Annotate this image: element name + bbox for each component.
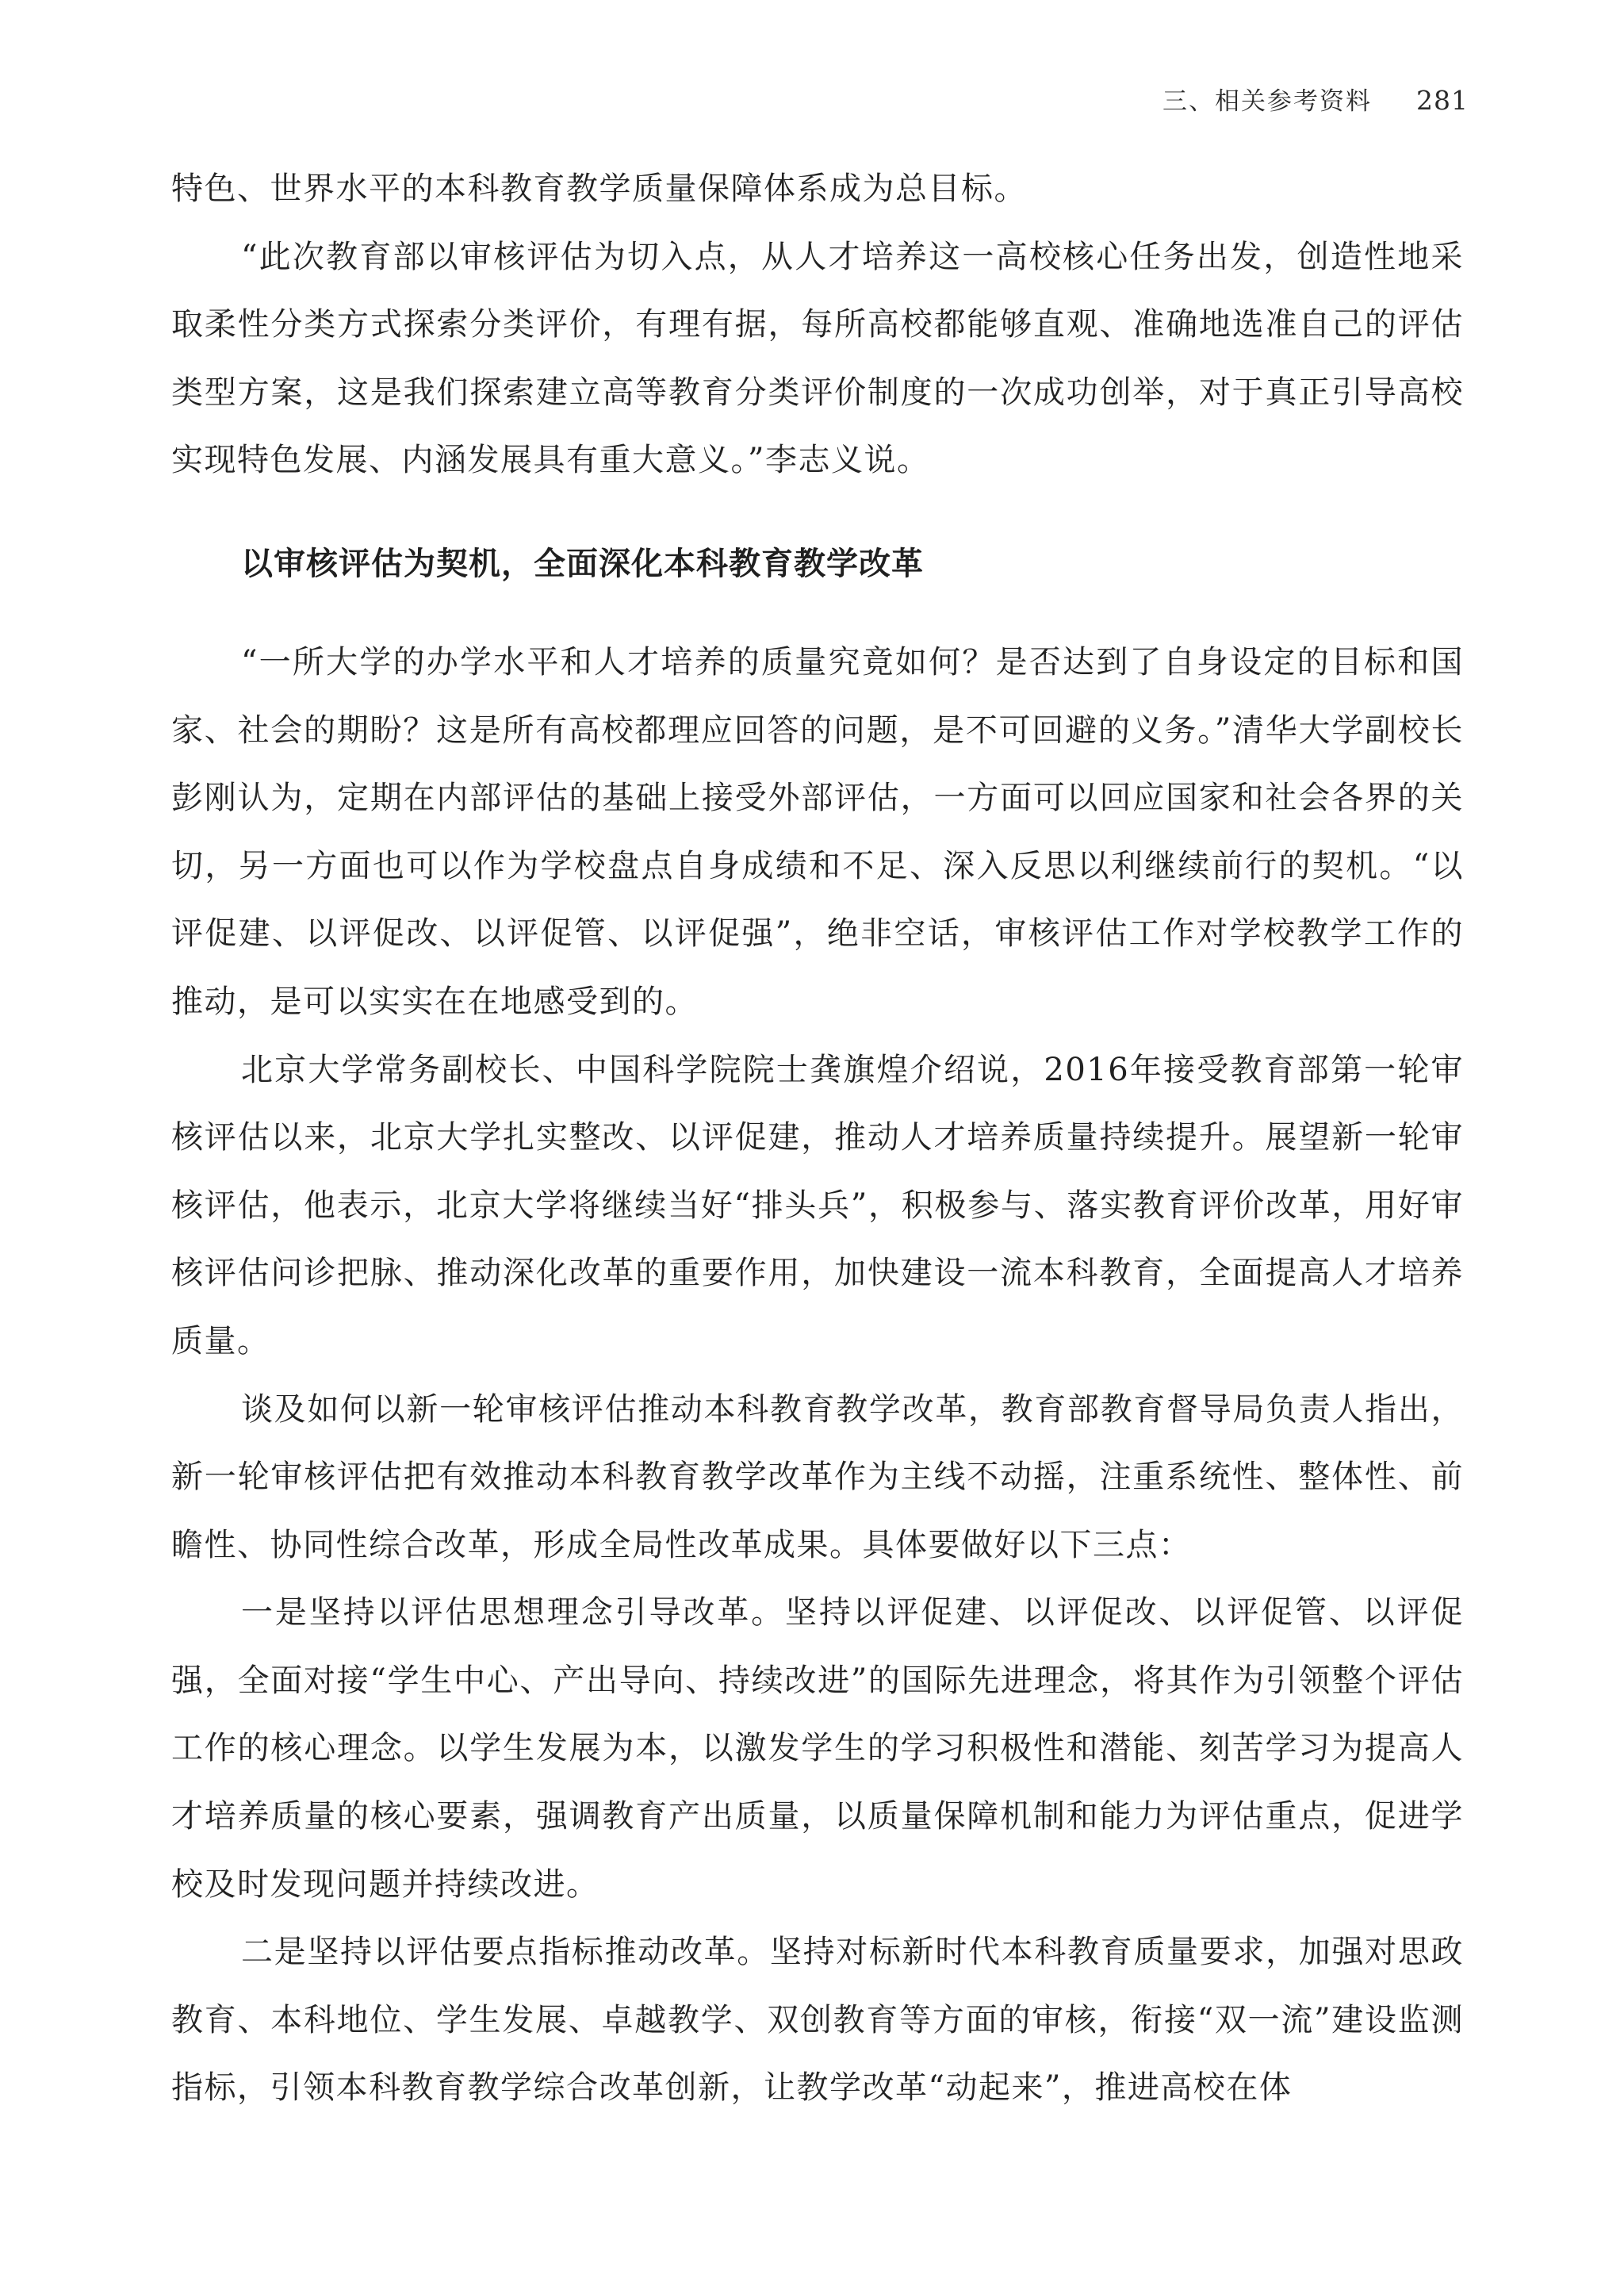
paragraph-point-one: 一是坚持以评估思想理念引导改革。坚持以评促建、以评促改、以评促管、以评促强，全面对接“学生中心、产出导向、持续改进”的国际先进理念，将其作为引领整个评估工作的核心理念。以学生发展为本，以激发学生的学习积极性和潜能、刻苦学习为提高人才培养质量的核心要素，强调教育产出质量，以质量保障机制和能力为评估重点，促进学校及时发现问题并持续改进。 — [171, 1594, 1464, 1903]
paragraph-gong: 北京大学常务副校长、中国科学院院士龚旗煌介绍说，2016年接受教育部第一轮审核评估以来，北京大学扎实整改、以评促建，推动人才培养质量持续提升。展望新一轮审核评估，他表示，北京大学将继续当好“排头兵”，积极参与、落实教育评价改革，用好审核评估问诊把脉、推动深化改革的重要作用，加快建设一流本科教育，全面提高人才培养质量。 — [171, 1051, 1464, 1359]
section-heading: 以审核评估为契机，全面深化本科教育教学改革 — [241, 545, 924, 582]
paragraph-peng: “一所大学的办学水平和人才培养的质量究竟如何？是否达到了自身设定的目标和国家、社会的期盼？这是所有高校都理应回答的问题，是不可回避的义务。”清华大学副校长彭刚认为，定期在内部评估的基础上接受外部评估，一方面可以回应国家和社会各界的关切，另一方面也可以作为学校盘点自身成绩和不足、深入反思以利继续前行的契机。“以评促建、以评促改、以评促管、以评促强”，绝非空话，审核评估工作对学校教学工作的推动，是可以实实在在地感受到的。 — [171, 643, 1464, 1020]
header-section-title: 三、相关参考资料 — [1162, 87, 1372, 116]
page-body — [171, 155, 1464, 2122]
paragraph-continuation: 特色、世界水平的本科教育教学质量保障体系成为总目标。 — [171, 171, 1027, 207]
paragraph-quote-li: “此次教育部以审核评估为切入点，从人才培养这一高校核心任务出发，创造性地采取柔性分类方式探索分类评价，有理有据，每所高校都能够直观、准确地选准自己的评估类型方案，这是我们探索建立高等教育分类评价制度的一次成功创举，对于真正引导高校实现特色发展、内涵发展具有重大意义。”李志义说。 — [171, 238, 1464, 479]
running-header — [1162, 81, 1469, 117]
page-number: 281 — [1416, 85, 1469, 116]
paragraph-ministry: 谈及如何以新一轮审核评估推动本科教育教学改革，教育部教育督导局负责人指出，新一轮审核评估把有效推动本科教育教学改革作为主线不动摇，注重系统性、整体性、前瞻性、协同性综合改革，形成全局性改革成果。具体要做好以下三点： — [171, 1390, 1464, 1563]
paragraph-point-two: 二是坚持以评估要点指标推动改革。坚持对标新时代本科教育质量要求，加强对思政教育、本科地位、学生发展、卓越教学、双创教育等方面的审核，衔接“双一流”建设监测指标，引领本科教育教学综合改革创新，让教学改革“动起来”，推进高校在体 — [171, 1934, 1464, 2107]
